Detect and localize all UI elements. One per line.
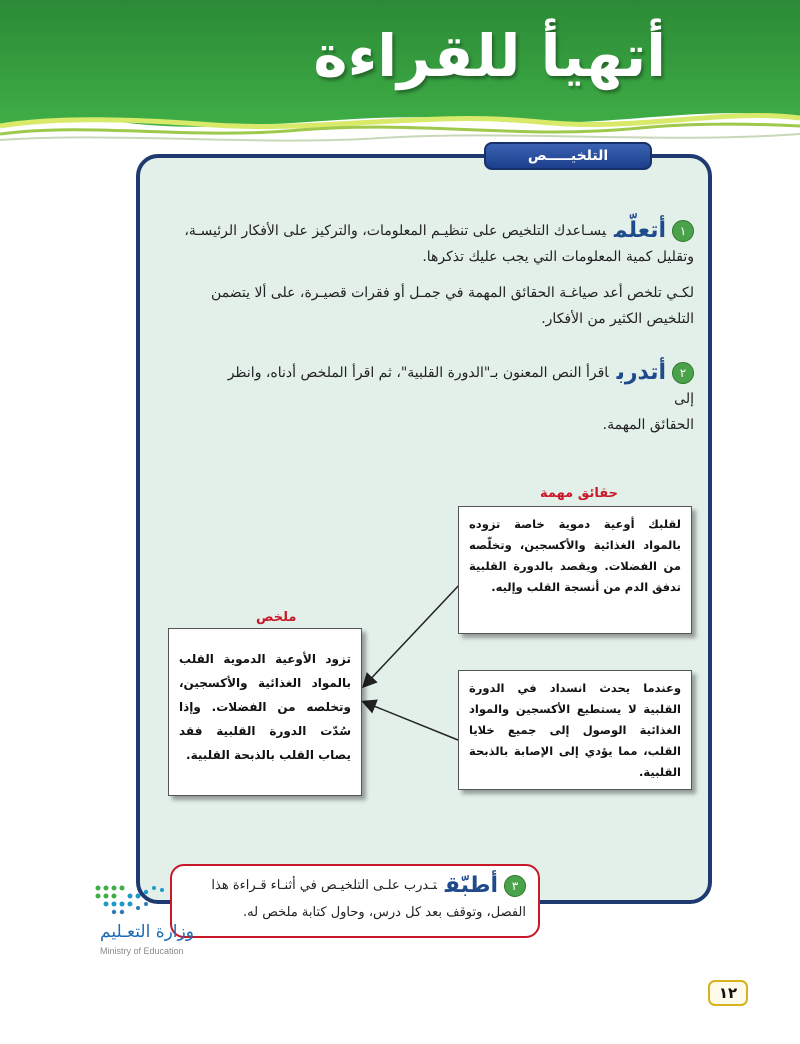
fact-card-2: وعندما يحدث انسداد في الدورة القلبية لا يستطيع الأكسجين والمواد الغذائية الوصول إلى جميع خلايا القلب، مما يؤدي إلى الإصابة بالذبحة القلبية.	[458, 670, 692, 790]
page-number: ١٢	[708, 980, 748, 1006]
arrow-fact2-to-summary	[364, 702, 458, 740]
step-apply-text-1: تـدرب علـى التلخيـص في أثنـاء قـراءة هذا	[211, 878, 437, 893]
step-apply-line2: الفصل، وتوقف بعد كل درس، وحاول كتابة ملخص له.	[243, 905, 526, 920]
step-apply-heading: أطبّق	[444, 873, 498, 898]
step-learn-line3: لكـي تلخص أعد صياغـة الحقائق المهمة في جمـل أو فقرات قصيـرة، على ألا يتضمن	[211, 285, 694, 301]
step-number-3: ٣	[504, 875, 526, 897]
facts-label: حقائق مهمة	[540, 486, 618, 501]
fact-card-1: لقلبك أوعية دموية خاصة تزوده بالمواد الغذائية والأكسجين، وتخلّصه من الفضلات. ويقصد بالدورة القلبية تدفق الدم من أنسجة القلب وإليه.	[458, 506, 692, 634]
step-learn-heading: أتعلّم	[614, 218, 666, 243]
step-learn-line4: التلخيص الكثير من الأفكار.	[541, 311, 694, 327]
step-apply	[170, 864, 540, 938]
step-number-1: ١	[672, 220, 694, 242]
step-apply-line1	[184, 872, 526, 899]
step-learn-text-1: يسـاعدك التلخيص على تنظيـم المعلومات، والتركيز على الأفكار الرئيسـة،	[184, 223, 607, 239]
summary-label: ملخص	[256, 610, 297, 625]
page-title: أتهيأ للقراءة	[313, 22, 666, 90]
summary-card: تزود الأوعية الدموية القلب بالمواد الغذائية والأكسجين، وتخلصه من الفضلات. وإذا سُدّت الدورة القلبية فقد يصاب القلب بالذبحة القلبية.	[168, 628, 362, 796]
step-practice-text-1: اقرأ النص المعنون بـ"الدورة القلبية"، ثم اقرأ الملخص أدناه، وانظر إلى	[227, 365, 694, 407]
ministry-logo-arabic: وزارة التعـليم	[100, 922, 194, 942]
step-practice-heading: أتدرب	[616, 360, 666, 385]
ministry-logo-icon	[88, 880, 178, 920]
step-number-2: ٢	[672, 362, 694, 384]
ministry-logo-english: Ministry of Education	[100, 946, 184, 956]
step-practice-line2: الحقائق المهمة.	[602, 417, 694, 433]
arrow-fact1-to-summary	[364, 582, 462, 686]
step-learn-line2: وتقليل كمية المعلومات التي يجب عليك تذكرها.	[422, 249, 694, 265]
section-tab-summarizing: التلخيـــــص	[484, 142, 652, 170]
